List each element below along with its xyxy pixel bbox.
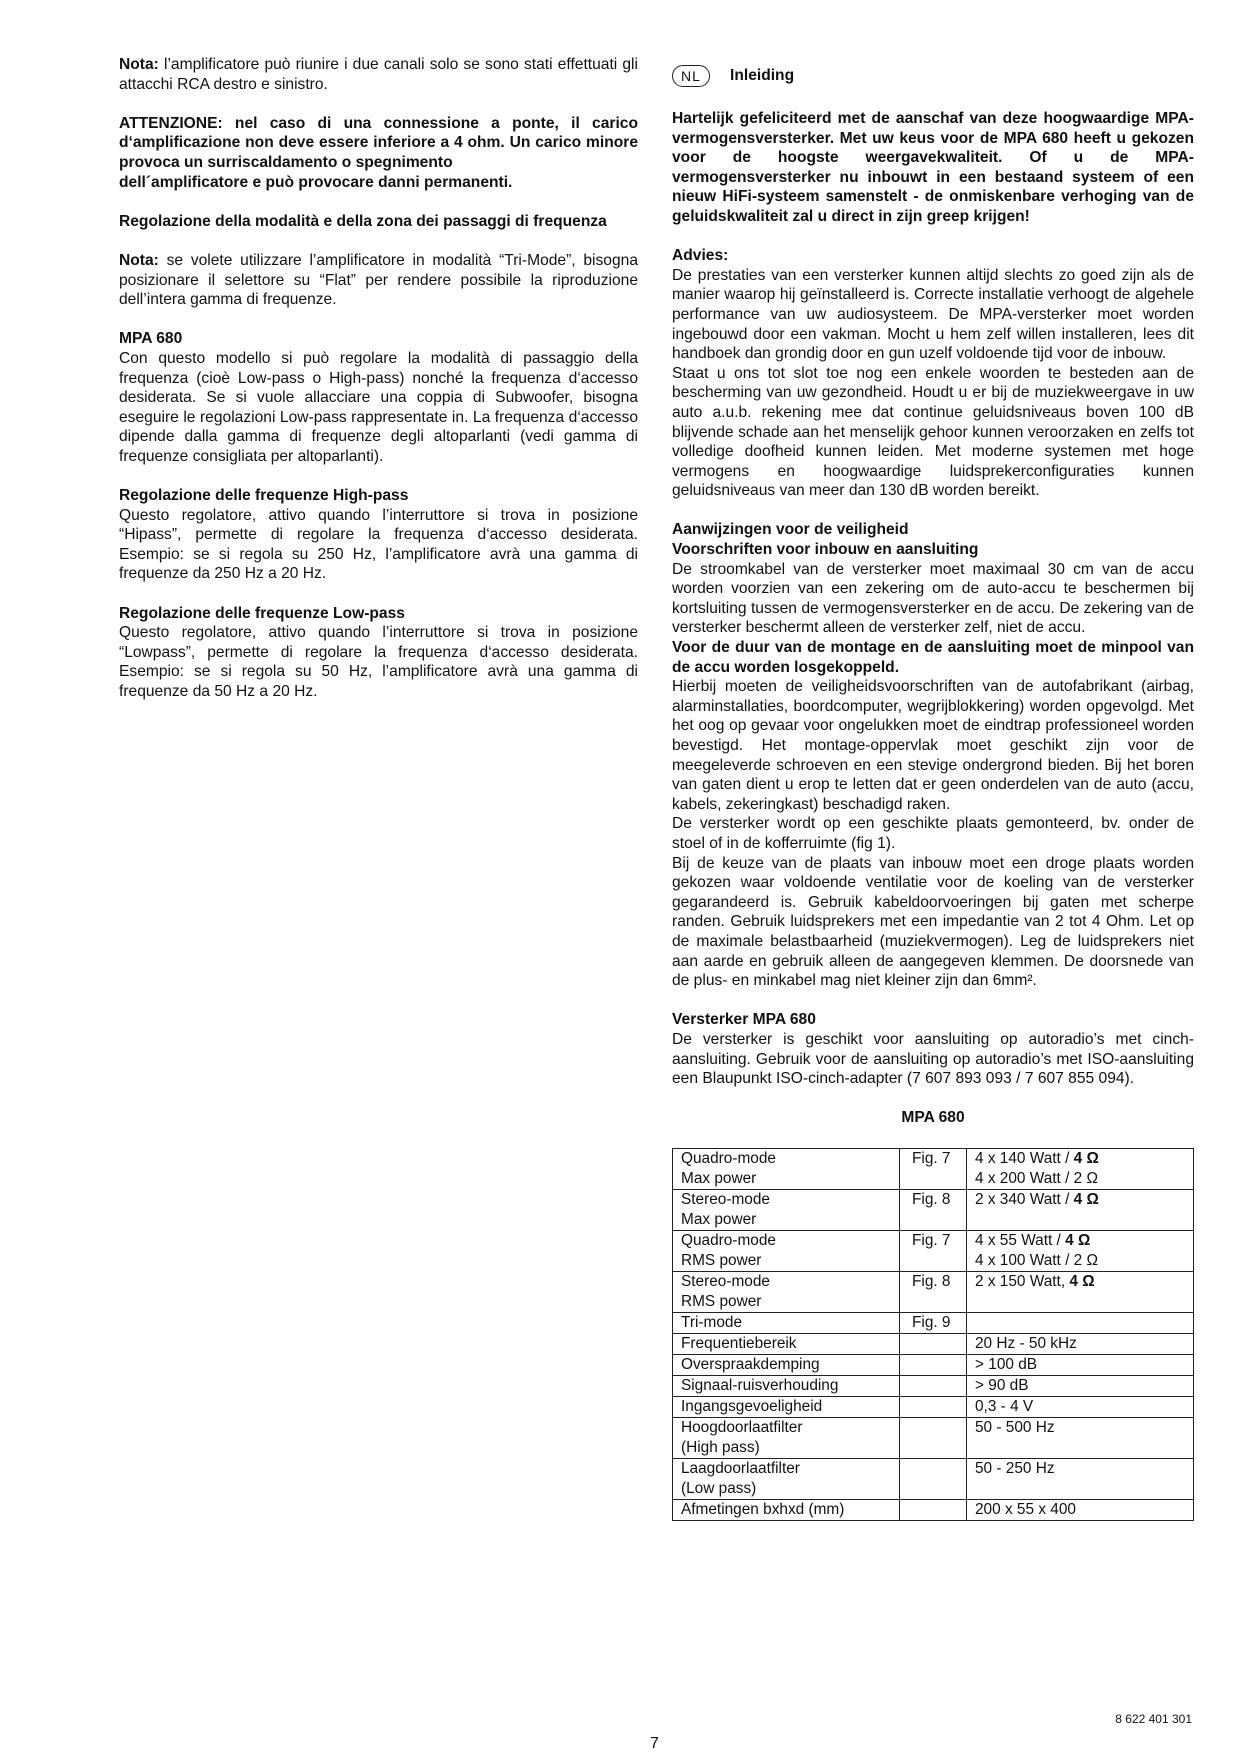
spec-figure-cell: [900, 1354, 967, 1375]
spec-value: [975, 1500, 1185, 1520]
spec-figure-ref: Fig. 7: [912, 1231, 951, 1249]
spec-label-cell: [673, 1189, 900, 1230]
spec-value-cell: [967, 1458, 1194, 1499]
spec-figure-cell: [900, 1375, 967, 1396]
heading-veiligheid: Aanwijzingen voor de veiligheid: [672, 521, 909, 539]
spec-value-cell: [967, 1417, 1194, 1458]
spec-value-cell: [967, 1148, 1194, 1189]
spec-value-text: 2 x 340 Watt /: [975, 1190, 1074, 1208]
left-column: [119, 55, 638, 702]
spec-value-cell: [967, 1230, 1194, 1271]
spec-figure-cell: [900, 1312, 967, 1333]
spec-value: [975, 1334, 1185, 1354]
spec-label-cell: [673, 1230, 900, 1271]
heading-advies: Advies:: [672, 247, 729, 265]
spec-value-secondary: 4 x 200 Watt / 2 Ω: [975, 1169, 1098, 1187]
heading-versterker: Versterker MPA 680: [672, 1011, 816, 1029]
paragraph-voorschriften-1: De stroomkabel van de versterker moet maximaal 30 cm van de accu worden voorzien van een zekering om de auto-accu te beschermen bij kortsluiting tussen de vermogensversterker en de accu. De zekering van de versterker beschermt alleen de versterker zelf, niet de accu.: [672, 560, 1194, 637]
spec-value-text: > 100 dB: [975, 1355, 1038, 1373]
document-number: 8 622 401 301: [1115, 1712, 1192, 1726]
spec-label-cell: [673, 1375, 900, 1396]
warning-bridge-cont: dell´amplificatore e può provocare danni permanenti.: [119, 173, 513, 191]
spec-value-text: 50 - 500 Hz: [975, 1418, 1055, 1436]
spec-label: Max power: [681, 1210, 757, 1228]
spec-value-text: 4 x 55 Watt /: [975, 1231, 1066, 1249]
spec-label-cell: [673, 1148, 900, 1189]
spec-value: [975, 1355, 1185, 1375]
spec-label: Tri-mode: [681, 1313, 742, 1331]
spec-value: [975, 1459, 1185, 1479]
table-row: [673, 1230, 1194, 1271]
spec-value: [975, 1149, 1185, 1169]
spec-label-cell: [673, 1458, 900, 1499]
spec-value-text: 4 x 140 Watt /: [975, 1149, 1074, 1167]
paragraph-versterker: De versterker is geschikt voor aansluiting op autoradio’s met cinch-aansluiting. Gebruik voor de aansluiting op autoradio’s met ISO-aansluiting een Blaupunkt ISO-cinch-adapter (7 607 893 093 / 7 607 855 094).: [672, 1030, 1194, 1088]
spec-label-cell: [673, 1499, 900, 1520]
spec-impedance: 4 Ω: [1065, 1231, 1091, 1249]
spec-value: [975, 1376, 1185, 1396]
spec-value-cell: [967, 1354, 1194, 1375]
spec-value-cell: [967, 1499, 1194, 1520]
table-row: [673, 1458, 1194, 1499]
spec-label: Laagdoorlaatfilter: [681, 1459, 800, 1477]
spec-value-text: > 90 dB: [975, 1376, 1029, 1394]
spec-label: (Low pass): [681, 1479, 757, 1497]
page-number: 7: [650, 1735, 659, 1752]
spec-value-text: 0,3 - 4 V: [975, 1397, 1034, 1415]
spec-label-cell: [673, 1271, 900, 1312]
spec-figure-cell: [900, 1189, 967, 1230]
spec-label: Ingangsgevoeligheid: [681, 1397, 823, 1415]
spec-label-cell: [673, 1333, 900, 1354]
spec-figure-ref: Fig. 8: [912, 1272, 951, 1290]
table-row: [673, 1271, 1194, 1312]
spec-label: Stereo-mode: [681, 1190, 770, 1208]
spec-label: RMS power: [681, 1292, 762, 1310]
spec-label: Quadro-mode: [681, 1231, 776, 1249]
spec-label: Hoogdoorlaatfilter: [681, 1418, 803, 1436]
spec-label-cell: [673, 1417, 900, 1458]
note-label: Nota:: [119, 251, 159, 269]
spec-value-cell: [967, 1396, 1194, 1417]
paragraph-minpool-warning: Voor de duur van de montage en de aansluiting moet de minpool van de accu worden losgekoppeld.: [672, 639, 1194, 676]
table-row: [673, 1375, 1194, 1396]
spec-figure-cell: [900, 1333, 967, 1354]
note-text: se volete utilizzare l’amplificatore in modalità “Tri-Mode”, bisogna posizionare il selettore su “Flat” per rendere possibile la riproduzione dell’intera gamma di frequenze.: [119, 251, 638, 309]
spec-label: Afmetingen bxhxd (mm): [681, 1500, 845, 1518]
section-title: Inleiding: [730, 67, 795, 85]
paragraph-voorschriften-2: Hierbij moeten de veiligheidsvoorschriften van de autofabrikant (airbag, alarminstallaties, boordcomputer, wegrijblokkering) worden opgevolgd. Met het oog op gevaar voor ongelukken moet de eindtrap professioneel worden bevestigd. Het montage-oppervlak moet geschikt zijn voor de meegeleverde schroeven en een stevige ondergrond bieden. Bij het boren van gaten dient u erop te letten dat er geen onderdelen van de auto (accu, kabels, zekeringkast) beschadigd raken.: [672, 678, 1194, 813]
table-row: [673, 1417, 1194, 1458]
spec-figure-ref: Fig. 7: [912, 1149, 951, 1167]
table-row: [673, 1189, 1194, 1230]
spec-value-cell: [967, 1312, 1194, 1333]
spec-label-cell: [673, 1312, 900, 1333]
table-row: [673, 1354, 1194, 1375]
table-row: [673, 1333, 1194, 1354]
spec-label: RMS power: [681, 1251, 762, 1269]
intro-paragraph: Hartelijk gefeliciteerd met de aanschaf van deze hoogwaardige MPA-vermogensversterker. Met uw keus voor de MPA 680 heeft u gekozen voor de hoogste weergavekwaliteit. Of u de MPA-vermogensversterker nu inbouwt in een bestaand systeem of een nieuw HiFi-systeem samenstelt - de onmiskenbare verhoging van de geluidskwaliteit zal u direct in zijn greep krijgen!: [672, 110, 1194, 225]
table-row: [673, 1312, 1194, 1333]
table-title: MPA 680: [901, 1109, 965, 1127]
spec-value-text: 20 Hz - 50 kHz: [975, 1334, 1077, 1352]
paragraph-voorschriften-3: De versterker wordt op een geschikte plaats gemonteerd, bv. onder de stoel of in de kofferruimte (fig 1).: [672, 815, 1194, 852]
right-column: [672, 55, 1194, 1521]
table-row: [673, 1148, 1194, 1189]
spec-value: [975, 1397, 1185, 1417]
spec-value-text: 200 x 55 x 400: [975, 1500, 1076, 1518]
spec-value-text: 2 x 150 Watt,: [975, 1272, 1070, 1290]
spec-label: Frequentiebereik: [681, 1334, 797, 1352]
note-label: Nota:: [119, 56, 159, 73]
spec-figure-cell: [900, 1148, 967, 1189]
section-header: [672, 65, 1194, 87]
heading-lowpass: Regolazione delle frequenze Low-pass: [119, 604, 405, 622]
spec-figure-ref: Fig. 9: [912, 1313, 951, 1331]
spec-value-cell: [967, 1189, 1194, 1230]
spec-figure-cell: [900, 1230, 967, 1271]
language-badge: NL: [672, 65, 710, 87]
spec-value-secondary: 4 x 100 Watt / 2 Ω: [975, 1251, 1098, 1269]
table-row: [673, 1396, 1194, 1417]
heading-mpa680: MPA 680: [119, 330, 183, 348]
spec-figure-cell: [900, 1417, 967, 1458]
spec-figure-ref: Fig. 8: [912, 1190, 951, 1208]
heading-voorschriften: Voorschriften voor inbouw en aansluiting: [672, 541, 979, 559]
spec-label-cell: [673, 1396, 900, 1417]
spec-impedance: 4 Ω: [1069, 1272, 1095, 1290]
heading-highpass: Regolazione delle frequenze High-pass: [119, 487, 409, 505]
warning-bridge: ATTENZIONE: nel caso di una connessione a ponte, il carico d‘amplificazione non deve essere inferiore a 4 ohm. Un carico minore provoca un surriscaldamento o spegnimento: [119, 114, 638, 171]
spec-label: Overspraakdemping: [681, 1355, 820, 1373]
spec-value-cell: [967, 1333, 1194, 1354]
spec-value: [975, 1418, 1185, 1438]
spec-label: Max power: [681, 1169, 757, 1187]
spec-value: [975, 1231, 1185, 1251]
heading-regolazione: Regolazione della modalità e della zona dei passaggi di frequenza: [119, 212, 607, 230]
spec-value-cell: [967, 1375, 1194, 1396]
spec-label: Quadro-mode: [681, 1149, 776, 1167]
spec-figure-cell: [900, 1499, 967, 1520]
spec-value-text: 50 - 250 Hz: [975, 1459, 1055, 1477]
spec-figure-cell: [900, 1458, 967, 1499]
paragraph-mpa680: Con questo modello si può regolare la modalità di passaggio della frequenza (cioè Low-pass o High-pass) nonché la frequenza d‘accesso desiderata. Se si vuole allacciare una coppia di Subwoofer, bisogna eseguire le regolazioni Low-pass rappresentate in. La frequenza d‘accesso dipende dalla gamma di frequenze degli altoparlanti (vedi gamma di frequenze consigliata per altoparlanti).: [119, 349, 638, 465]
table-row: [673, 1499, 1194, 1520]
paragraph-highpass: Questo regolatore, attivo quando l’interruttore si trova in posizione “Hipass”, permette di regolare la frequenza d‘accesso desiderata. Esempio: se si regola su 250 Hz, l’amplificatore avrà una gamma di frequenze da 250 Hz a 20 Hz.: [119, 506, 638, 583]
spec-label: (High pass): [681, 1438, 760, 1456]
spec-value: [975, 1272, 1185, 1292]
spec-label: Stereo-mode: [681, 1272, 770, 1290]
spec-table: [672, 1148, 1194, 1521]
spec-label-cell: [673, 1354, 900, 1375]
note-trimode: [119, 251, 638, 310]
spec-value-cell: [967, 1271, 1194, 1312]
paragraph-lowpass: Questo regolatore, attivo quando l’interruttore si trova in posizione “Lowpass”, permette di regolare la frequenza d‘accesso desiderata. Esempio: se si regola su 50 Hz, l’amplificatore avrà una gamma di frequenze da 50 Hz a 20 Hz.: [119, 624, 638, 700]
spec-value: [975, 1190, 1185, 1210]
note-rca: [119, 55, 638, 94]
spec-figure-cell: [900, 1271, 967, 1312]
paragraph-advies-2: Staat u ons tot slot toe nog een enkele woorden te besteden aan de bescherming van uw gezondheid. Houdt u er bij de muziekweergave in uw auto a.u.b. rekening mee dat continue geluidsniveaus boven 100 dB blijvende schade aan het menselijk gehoor kunnen veroorzaken en zelfs tot volledige doofheid kunnen leiden. Met moderne systemen met hoge vermogens en hoogwaardige luidsprekerconfiguraties kunnen geluidsniveaus van meer dan 130 dB worden bereikt.: [672, 364, 1194, 500]
note-text: l’amplificatore può riunire i due canali solo se sono stati effettuati gli attacchi RCA destro e sinistro.: [119, 56, 638, 93]
spec-figure-cell: [900, 1396, 967, 1417]
spec-label: Signaal-ruisverhouding: [681, 1376, 839, 1394]
spec-impedance: 4 Ω: [1073, 1190, 1099, 1208]
spec-impedance: 4 Ω: [1073, 1149, 1099, 1167]
paragraph-voorschriften-4: Bij de keuze van de plaats van inbouw moet een droge plaats worden gekozen waar voldoende ventilatie voor de koeling van de versterker gegarandeerd is. Gebruik kabeldoorvoeringen bij gaten met scherpe randen. Gebruik luidsprekers met een impedantie van 2 tot 4 Ohm. Let op de maximale belastbaarheid (muziekvermogen). Leg de luidsprekers niet aan aarde en gebruik alleen de aangegeven klemmen. De doorsnede van de plus- en minkabel mag niet kleiner zijn dan 6mm².: [672, 854, 1194, 990]
paragraph-advies-1: De prestaties van een versterker kunnen altijd slechts zo goed zijn als de manier waarop hij geïnstalleerd is. Correcte installatie verhoogt de algehele performance van uw audiosysteem. De MPA-versterker moet worden ingebouwd door een vakman. Mocht u hem zelf willen installeren, lees dit handboek dan grondig door en gun uzelf voldoende tijd voor de inbouw.: [672, 266, 1194, 363]
